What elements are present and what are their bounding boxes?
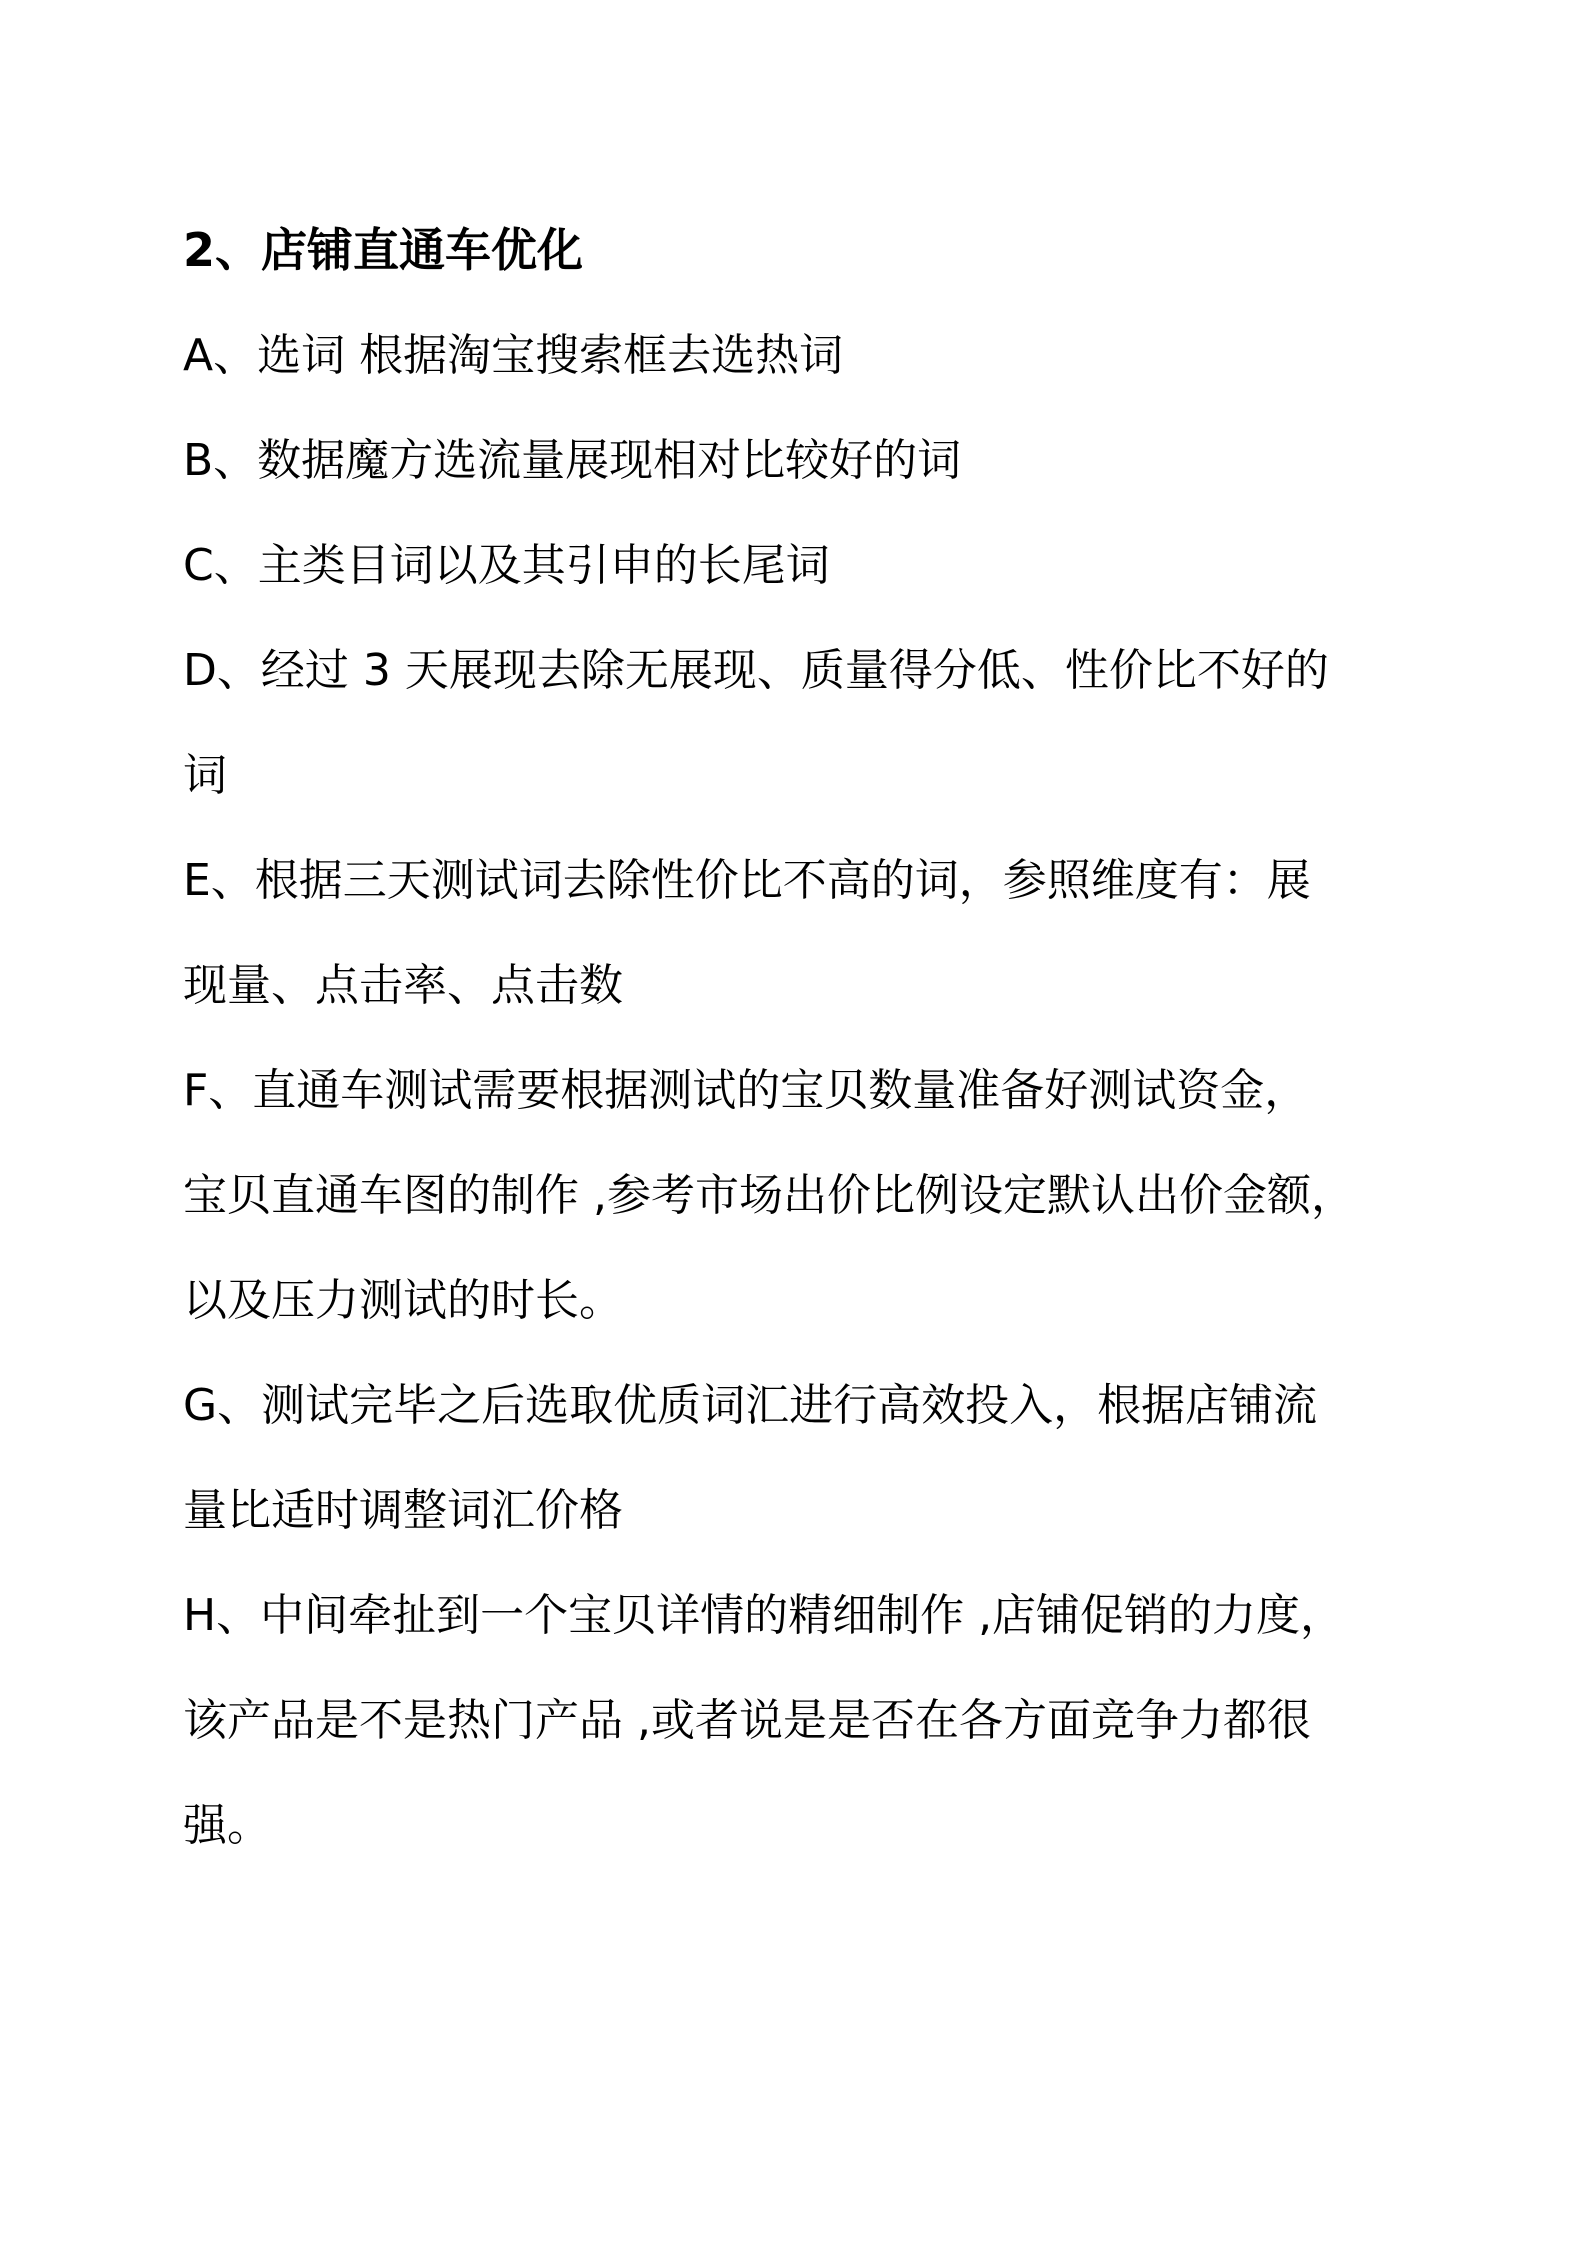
item-e-line: E、根据三天测试词去除性价比不高的词，参照维度有：展: [183, 855, 1311, 906]
item-a-line: A、选词 根据淘宝搜索框去选热词: [183, 330, 844, 381]
item-h-continuation-1: 该产品是不是热门产品 ,或者说是是否在各方面竞争力都很: [183, 1695, 1311, 1746]
item-e-continuation: 现量、点击率、点击数: [183, 960, 623, 1011]
item-d-continuation: 词: [183, 750, 227, 801]
document-page: [183, 198, 1453, 1878]
item-g-continuation: 量比适时调整词汇价格: [183, 1485, 623, 1536]
item-f-continuation-1: 宝贝直通车图的制作 ,参考市场出价比例设定默认出价金额，: [183, 1170, 1355, 1221]
item-b-line: B、数据魔方选流量展现相对比较好的词: [183, 435, 962, 486]
section-heading: 2、店铺直通车优化: [183, 223, 584, 277]
item-c-line: C、主类目词以及其引申的长尾词: [183, 540, 830, 591]
item-f-continuation-2: 以及压力测试的时长。: [183, 1275, 623, 1326]
item-d-line: D、经过 3 天展现去除无展现、质量得分低、性价比不好的: [183, 645, 1329, 696]
item-g-line: G、测试完毕之后选取优质词汇进行高效投入，根据店铺流: [183, 1380, 1318, 1431]
item-f-line: F、直通车测试需要根据测试的宝贝数量准备好测试资金，: [183, 1065, 1309, 1116]
item-h-continuation-2: 强。: [183, 1800, 271, 1851]
item-h-line: H、中间牵扯到一个宝贝详情的精细制作 ,店铺促销的力度，: [183, 1590, 1345, 1641]
